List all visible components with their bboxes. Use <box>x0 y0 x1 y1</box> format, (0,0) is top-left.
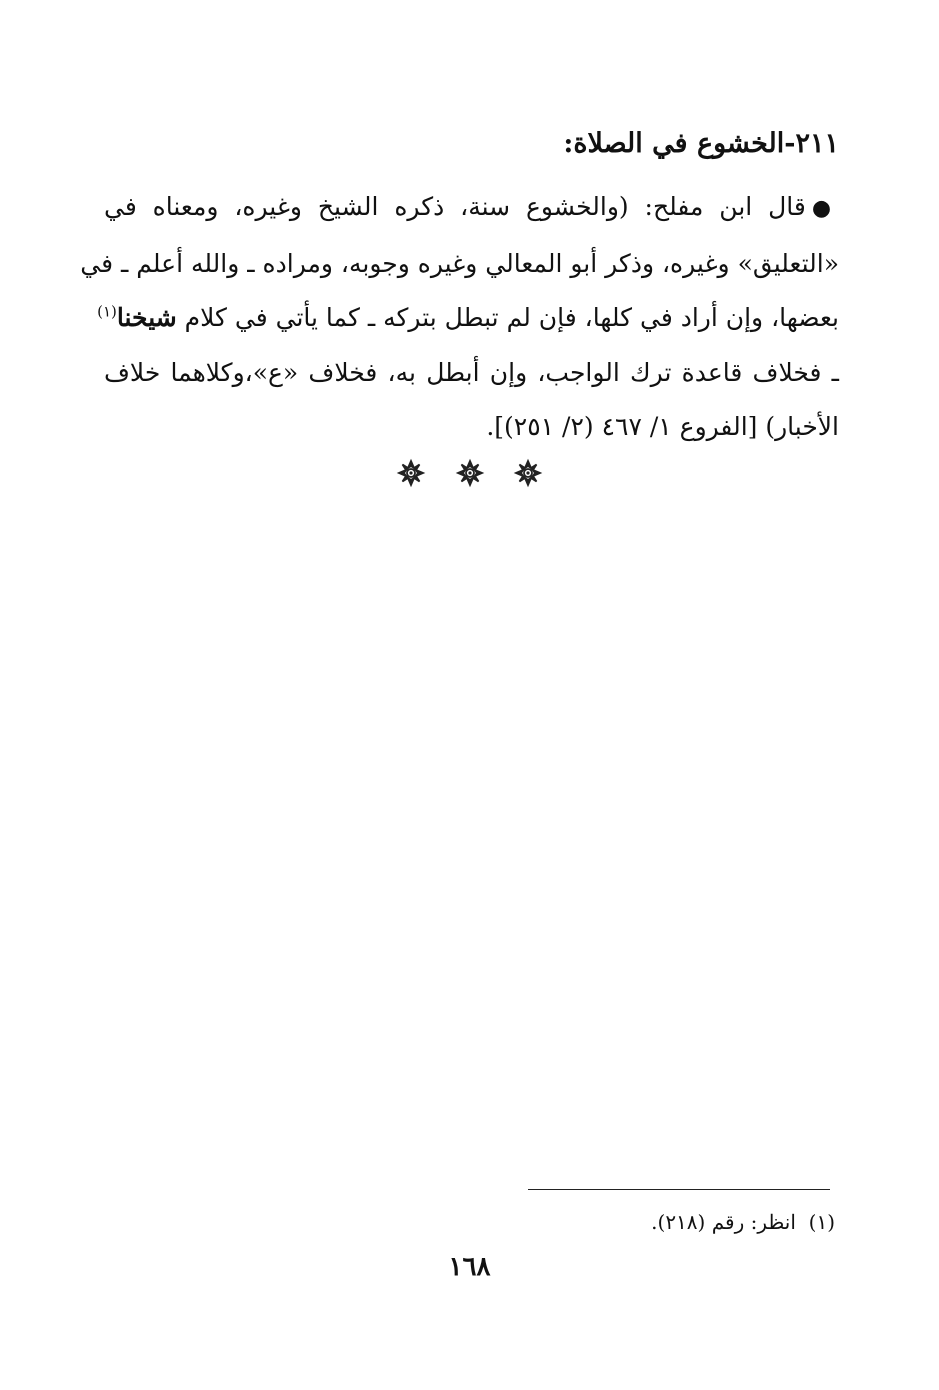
flower-ornament-icon <box>515 460 541 486</box>
section-divider-ornaments <box>0 460 939 493</box>
flower-ornament-icon <box>457 460 483 486</box>
paragraph-line-text: قال ابن مفلح: (والخشوع سنة، ذكره الشيخ وغيره، ومعناه في <box>104 192 806 221</box>
paragraph-line-3 <box>97 291 839 346</box>
section-heading: ٢١١-الخشوع في الصلاة: <box>563 128 839 159</box>
footnote-divider <box>528 1189 830 1190</box>
paragraph-line-1 <box>104 180 839 237</box>
footnote-marker: (١) <box>808 1210 835 1234</box>
paragraph-line-4: ـ فخلاف قاعدة ترك الواجب، وإن أبطل به، فخلاف «ع»،وكلاهما خلاف <box>104 357 839 387</box>
flower-ornament-icon <box>398 460 424 486</box>
page-number: ١٦٨ <box>448 1252 491 1282</box>
bullet-icon: ● <box>811 196 839 221</box>
footnote-reference[interactable]: (١) <box>97 302 117 321</box>
paragraph-line-text: بعضها، وإن أراد في كلها، فإن لم تبطل بتركه ـ كما يأتي في كلام <box>184 303 839 332</box>
footnote <box>435 1204 835 1240</box>
paragraph-line-2: «التعليق» وغيره، وذكر أبو المعالي وغيره وجوبه، ومراده ـ والله أعلم ـ في <box>80 248 839 278</box>
bold-word: شيخنا <box>116 303 177 332</box>
body-paragraph <box>80 180 839 455</box>
paragraph-line-5: الأخبار) [الفروع ١/ ٤٦٧ (٢/ ٢٥١)]. <box>486 412 839 441</box>
footnote-text: انظر: رقم (٢١٨). <box>651 1210 796 1234</box>
